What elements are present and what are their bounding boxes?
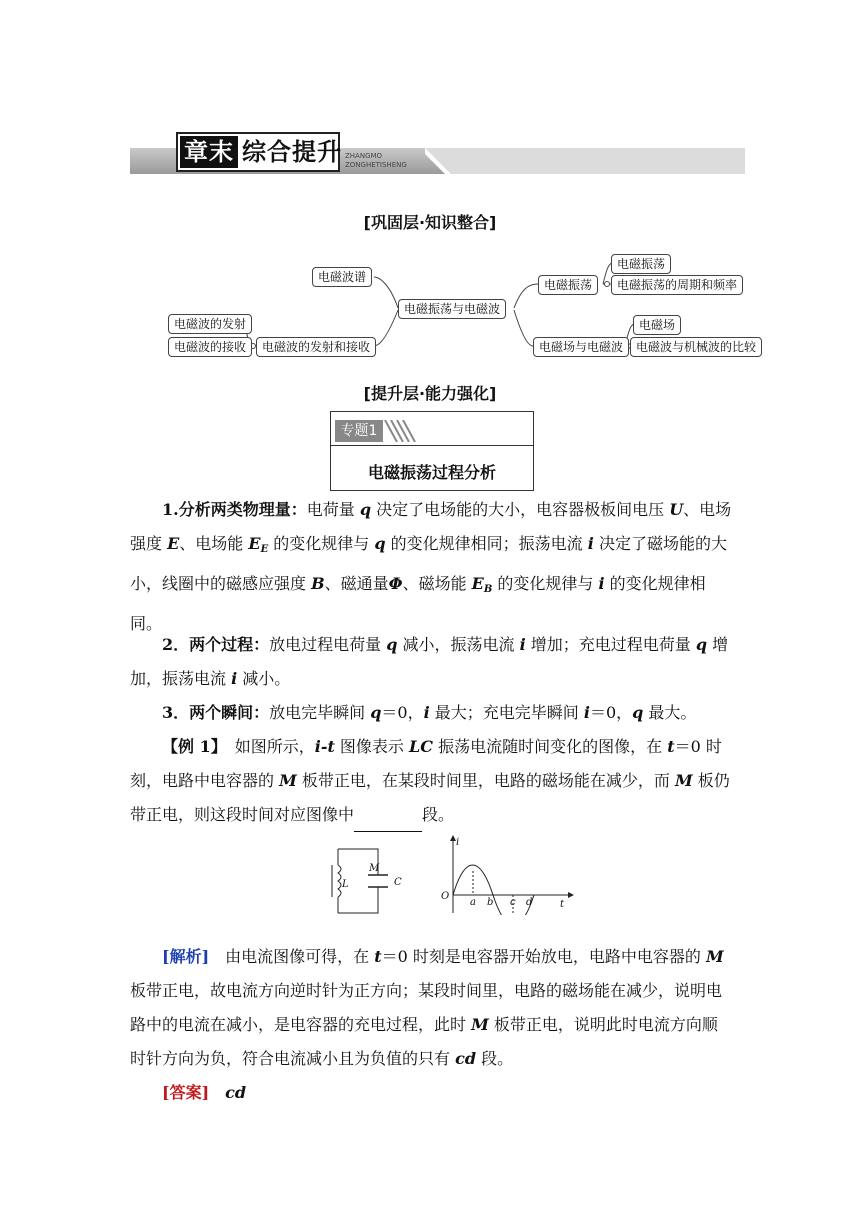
topic-tag: 专题1 — [335, 420, 383, 442]
p1-var-i: i — [587, 534, 594, 553]
label-M: M — [369, 863, 380, 874]
p2-lead: 2．两个过程： — [162, 635, 270, 654]
p3-text: ＝0， — [381, 703, 424, 722]
mindmap-node-center: 电磁振荡与电磁波 — [398, 299, 506, 319]
p1-lead: 1.分析两类物理量： — [162, 500, 307, 519]
p3-text: ＝0， — [589, 703, 633, 722]
answer — [130, 1076, 732, 1110]
section-heading-improvement: [提升层·能力强化] — [363, 384, 497, 403]
p1-text: 、电场能 — [179, 534, 249, 553]
label-b: b — [487, 897, 494, 908]
paragraph-two-quantities — [130, 493, 732, 641]
topic-title: 电磁振荡过程分析 — [367, 463, 496, 482]
p1-var-q: q — [359, 500, 371, 519]
mindmap-node-oscillation: 电磁振荡 — [538, 275, 598, 295]
p3-text: 最大；充电完毕瞬间 — [429, 703, 584, 722]
p1-text: 电荷量 — [306, 500, 360, 519]
p1-text: 决定了磁场能的大小，线圈中的磁感应强度 — [130, 534, 727, 593]
paragraph-two-instants — [130, 696, 732, 730]
analysis-var-t: t — [374, 947, 382, 966]
p1-var-i: i — [598, 574, 605, 593]
p3-var-i: i — [583, 703, 590, 722]
label-c: c — [510, 897, 516, 908]
p2-text: 增加，振荡电流 — [130, 635, 729, 688]
label-d: d — [526, 897, 533, 908]
mindmap-node-comparison: 电磁波与机械波的比较 — [630, 337, 762, 357]
p1-var-phi: Φ — [388, 574, 403, 593]
topic-divider — [331, 445, 533, 446]
mindmap-node-reception: 电磁波的接收 — [168, 337, 252, 357]
p2-var-i: i — [519, 635, 526, 654]
label-i-axis: i — [456, 837, 460, 848]
p3-text: 放电完毕瞬间 — [269, 703, 371, 722]
p3-text: 最大。 — [643, 703, 697, 722]
analysis — [130, 940, 732, 1076]
example-label: 【例 1】 — [162, 737, 219, 756]
p1-var-q: q — [374, 534, 386, 553]
p3-var-q: q — [632, 703, 644, 722]
p3-var-q: q — [370, 703, 382, 722]
example-var-M: M — [279, 771, 297, 790]
mindmap-node-spectrum: 电磁波谱 — [312, 267, 372, 287]
p1-var-B: B — [311, 574, 325, 593]
analysis-text: 段。 — [476, 1049, 514, 1068]
p1-var-U: U — [669, 500, 684, 519]
analysis-text: 由电流图像可得，在 — [209, 947, 375, 966]
p3-lead: 3．两个瞬间： — [162, 703, 270, 722]
example-text: 板带正电，在某段时间里，电路的磁场能在减少，而 — [296, 771, 675, 790]
p1-var-EB: E — [471, 574, 484, 593]
p1-text: 的变化规律相同。 — [130, 574, 706, 633]
example-text: 板仍带正电，则这段时间对应图像中 — [130, 771, 730, 824]
answer-blank — [354, 815, 422, 832]
paragraph-two-processes — [130, 628, 732, 696]
p1-text: 、磁场能 — [402, 574, 472, 593]
analysis-var-M: M — [706, 947, 724, 966]
mindmap-node-emission-reception: 电磁波的发射和接收 — [256, 337, 376, 357]
mindmap-node-oscillation-sub: 电磁振荡 — [611, 254, 671, 274]
topic-tag-hatch — [383, 420, 419, 442]
p1-var-EE-sub: E — [260, 544, 269, 555]
example-text: 图像表示 — [334, 737, 410, 756]
p1-var-EE: E — [248, 534, 261, 553]
example-var-LC: LC — [409, 737, 434, 756]
banner-title: 综合提升 — [242, 138, 342, 166]
section-heading-consolidation: [巩固层·知识整合] — [363, 213, 497, 232]
p1-var-E: E — [167, 534, 180, 553]
example-text: 如图所示， — [218, 737, 315, 756]
p1-text: 决定了电场能的大小，电容器极板间电压 — [371, 500, 670, 519]
banner-pinyin-line1: ZHANGMO — [345, 152, 383, 160]
p1-text: 、电场强度 — [130, 500, 732, 553]
analysis-label: [解析] — [162, 947, 210, 966]
analysis-var-M: M — [471, 1015, 489, 1034]
analysis-text: 板带正电，说明此时电流方向顺时针方向为负，符合电流减小且为负值的只有 — [130, 1015, 718, 1068]
p2-text: 增加；充电过程电荷量 — [525, 635, 696, 654]
example-var-t: t — [667, 737, 675, 756]
p2-text: 减小，振荡电流 — [397, 635, 520, 654]
p1-text: 的变化规律与 — [492, 574, 599, 593]
example-var-it: i-t — [314, 737, 335, 756]
answer-label: [答案] — [162, 1083, 210, 1102]
analysis-var-cd: cd — [455, 1049, 477, 1068]
p2-var-q: q — [695, 635, 708, 654]
p2-text: 放电过程电荷量 — [269, 635, 387, 654]
mindmap-node-em-field: 电磁场 — [633, 315, 681, 335]
p2-var-i: i — [231, 669, 238, 688]
analysis-text: 板带正电，故电流方向逆时针为正方向；某段时间里，电路的磁场能在减少，说明电路中的电流在减小，是电容器的充电过程，此时 — [130, 981, 723, 1034]
mindmap-node-period-frequency: 电磁振荡的周期和频率 — [611, 275, 743, 295]
label-L: L — [342, 879, 349, 890]
banner-black-label: 章末 — [180, 136, 238, 168]
label-C: C — [394, 877, 402, 888]
example-text: 段。 — [422, 805, 455, 824]
p1-text: 、磁通量 — [324, 574, 389, 593]
lc-figure — [320, 835, 580, 915]
p1-text: 的变化规律与 — [268, 534, 375, 553]
label-O: O — [441, 891, 450, 902]
p2-var-q: q — [386, 635, 398, 654]
example-text: ＝0 时刻，电路中电容器的 — [130, 737, 722, 790]
p2-text: 减小。 — [237, 669, 291, 688]
mindmap-node-field-wave: 电磁场与电磁波 — [533, 337, 629, 357]
analysis-text: ＝0 时刻是电容器开始放电，电路中电容器的 — [381, 947, 706, 966]
example-text: 振荡电流随时间变化的图像，在 — [433, 737, 668, 756]
mindmap-connectors — [0, 0, 860, 380]
mindmap-node-emission: 电磁波的发射 — [168, 314, 252, 334]
p1-var-EB-sub: B — [483, 584, 493, 595]
label-a: a — [470, 897, 476, 908]
label-t-axis: t — [560, 899, 565, 910]
example-1 — [130, 730, 732, 832]
p3-var-i: i — [423, 703, 430, 722]
answer-value: cd — [225, 1083, 247, 1102]
example-var-M: M — [675, 771, 693, 790]
banner-pinyin-line2: ZONGHETISHENG — [345, 161, 407, 169]
p1-text: 的变化规律相同；振荡电流 — [385, 534, 588, 553]
